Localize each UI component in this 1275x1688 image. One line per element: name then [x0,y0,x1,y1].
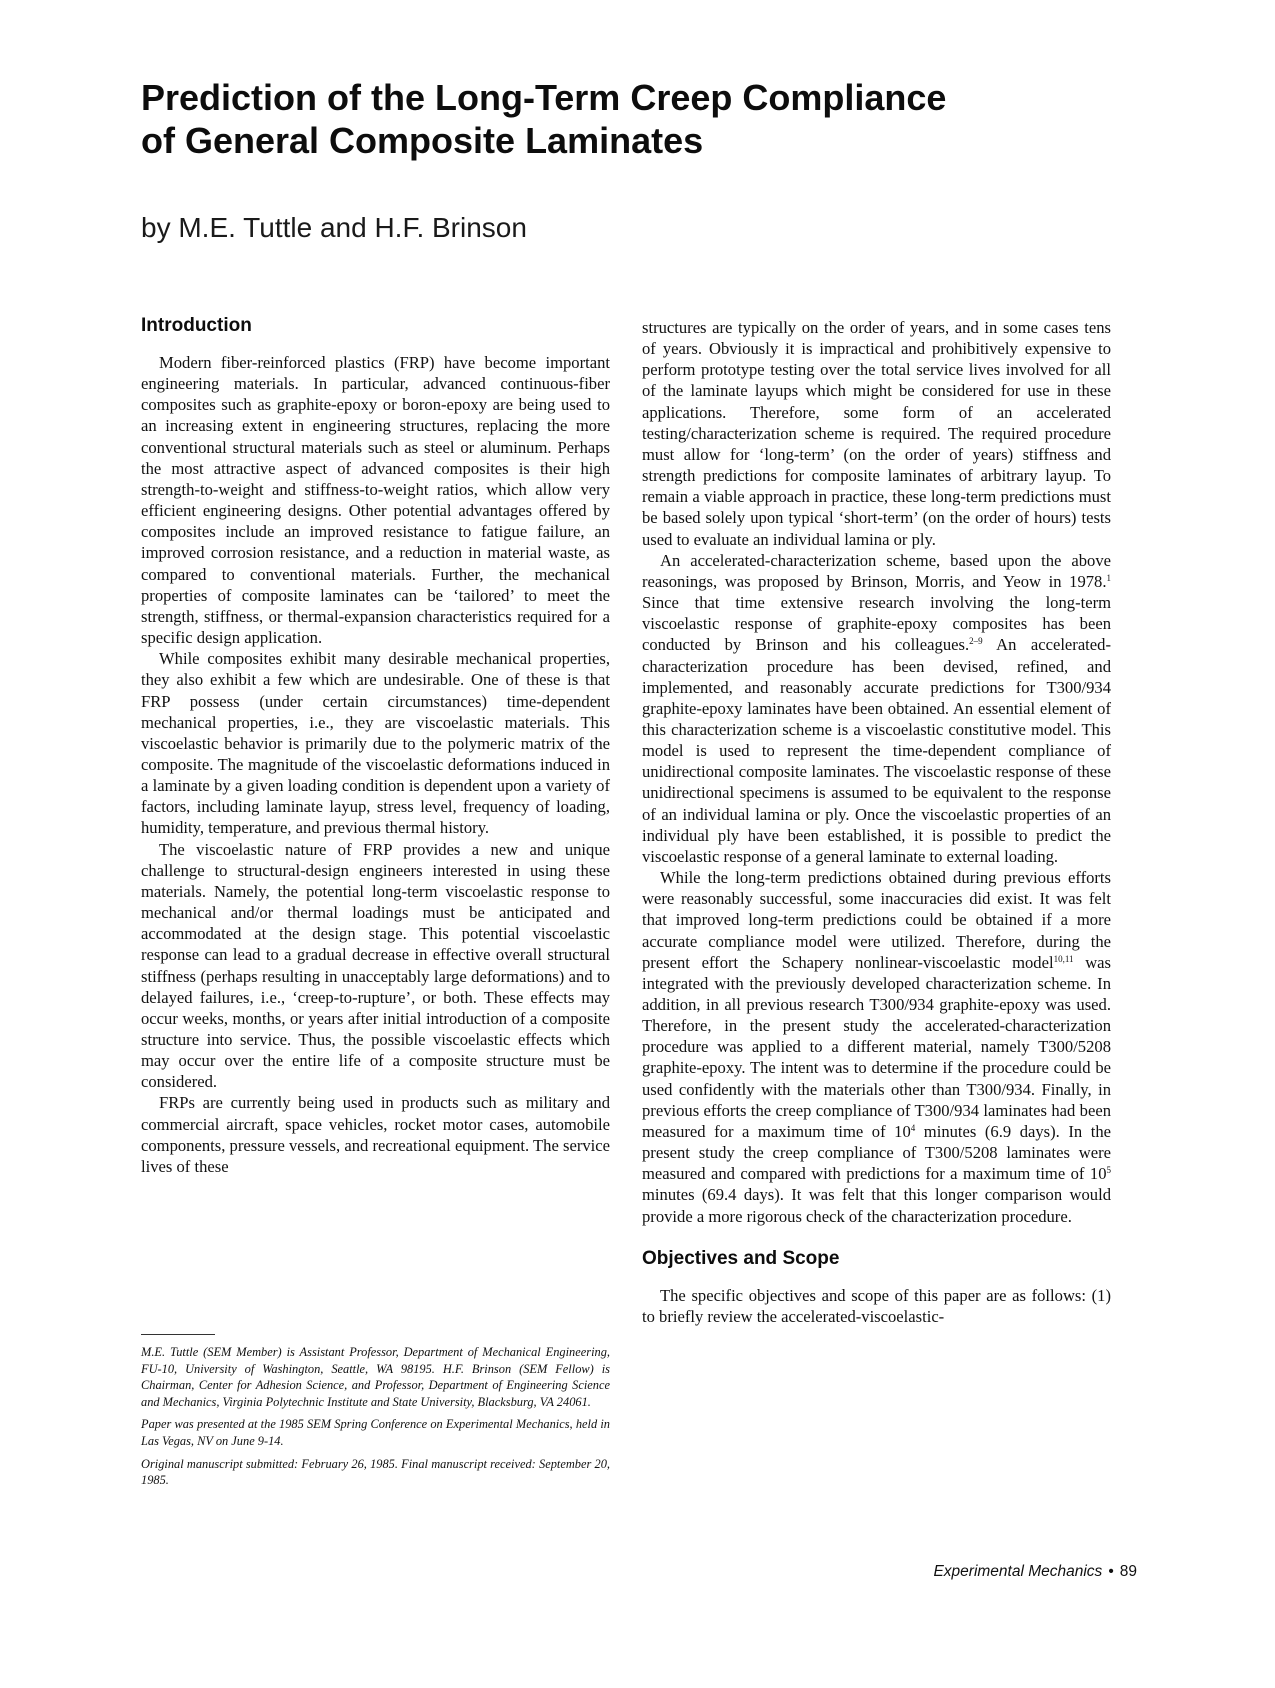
citation-superscript: 2–9 [969,636,983,647]
introduction-paragraph-6 [642,867,1111,1227]
paper-title-line-2: of General Composite Laminates [141,120,704,161]
right-column [642,317,1111,1327]
paper-title-line-1: Prediction of the Long-Term Creep Compliance [141,77,947,118]
paragraph-6-text-c: minutes (6.9 days). In the present study the creep compliance of T300/5208 laminates were measured and compared with predictions for a maximum time of 10 [642,1121,1111,1184]
introduction-paragraph-4-continued: structures are typically on the order of years, and in some cases tens of years. Obviously it is impractical and prohibitively expensive to perform prototype testing over the total service lives involved for all of the laminate layups which might be considered for use in these applications. Therefore, some form of an accelerated testing/characterization scheme is required. The required procedure must allow for ‘long-term’ (on the order of years) stiffness and strength predictions for composite laminates of arbitrary layup. To remain a viable approach in practice, these long-term predictions must be based solely upon typical ‘short-term’ (on the order of hours) tests used to evaluate an individual lamina or ply. [642,318,1111,549]
paragraph-6-text-a: While the long-term predictions obtained during previous efforts were reasonably successful, some inaccuracies did exist. It was felt that improved long-term predictions could be obtained if a more accurate compliance model were utilized. Therefore, during the present effort the Schapery nonlinear-viscoelastic model [642,868,1111,972]
left-column [141,314,610,1177]
introduction-paragraph-5 [642,550,1111,867]
paragraph-6-text-d: minutes (69.4 days). It was felt that this longer comparison would provide a more rigorous check of the characterization procedure. [642,1185,1111,1226]
footnote-manuscript: Original manuscript submitted: February 26, 1985. Final manuscript received: September 20, 1985. [141,1456,610,1488]
author-byline: by M.E. Tuttle and H.F. Brinson [141,212,527,243]
introduction-paragraph-2: While composites exhibit many desirable mechanical properties, they also exhibit a few which are undesirable. One of these is that FRP possess (under certain circumstances) time-dependent mechanical properties, i.e., they are viscoelastic materials. This viscoelastic behavior is primarily due to the polymeric matrix of the composite. The magnitude of the viscoelastic deformations induced in a laminate by a given loading condition is dependent upon a variety of factors, including laminate layup, stress level, frequency of loading, humidity, temperature, and previous thermal history. [141,649,610,838]
page-number: 89 [1119,1563,1137,1580]
objectives-heading: Objectives and Scope [642,1247,840,1269]
running-footer [933,1563,1137,1581]
exponent-superscript: 5 [1106,1165,1111,1176]
footnote-rule [141,1334,215,1335]
paragraph-5-text-a: An accelerated-characterization scheme, based upon the above reasonings, was proposed by Brinson, Morris, and Yeow in 1978. [642,550,1111,591]
paper-title [141,76,1141,162]
paragraph-5-text-b: Since that time extensive research involving the long-term viscoelastic response of graphite-epoxy composites has been conducted by Brinson and his colleagues. [642,593,1111,655]
journal-name: Experimental Mechanics [933,1563,1103,1580]
paragraph-5-text-c: An accelerated-characterization procedure has been devised, refined, and implemented, and reasonably accurate predictions for T300/934 graphite-epoxy laminates have been obtained. An essential element of this characterization scheme is a viscoelastic constitutive model. This model is used to represent the time-dependent compliance of unidirectional composite laminates. The viscoelastic response of these unidirectional specimens is assumed to be equivalent to the response of an individual lamina or ply. Once the viscoelastic properties of an individual ply have been established, it is possible to predict the viscoelastic response of a general laminate to external loading. [642,635,1111,866]
paragraph-6-text-b: was integrated with the previously developed characterization scheme. In addition, in all previous research T300/934 graphite-epoxy was used. Therefore, in the present study the accelerated-characterization procedure was applied to a different material, namely T300/5208 graphite-epoxy. The intent was to determine if the procedure could be used confidently with the materials other than T300/934. Finally, in previous efforts the creep compliance of T300/934 laminates had been measured for a maximum time of 10 [642,952,1111,1141]
footnotes [141,1344,610,1495]
footer-bullet: • [1108,1563,1114,1580]
citation-superscript: 10,11 [1053,953,1074,964]
footnote-affiliations: M.E. Tuttle (SEM Member) is Assistant Professor, Department of Mechanical Engineering, FU-10, University of Washington, Seattle, WA 98195. H.F. Brinson (SEM Fellow) is Chairman, Center for Adhesion Science, and Professor, Department of Engineering Science and Mechanics, Virginia Polytechnic Institute and State University, Blacksburg, VA 24061. [141,1345,610,1409]
footnote-conference: Paper was presented at the 1985 SEM Spring Conference on Experimental Mechanics, held in Las Vegas, NV on June 9-14. [141,1417,610,1448]
introduction-paragraph-4: FRPs are currently being used in products such as military and commercial aircraft, space vehicles, rocket motor cases, automobile components, pressure vessels, and recreational equipment. The service lives of these [141,1093,610,1176]
introduction-heading: Introduction [141,315,252,336]
exponent-superscript: 4 [910,1122,916,1133]
introduction-paragraph-1: Modern fiber-reinforced plastics (FRP) have become important engineering materials. In particular, advanced continuous-fiber composites such as graphite-epoxy or boron-epoxy are being used to an increasing extent in engineering structures, replacing the more conventional structural materials such as steel or aluminum. Perhaps the most attractive aspect of advanced composites is their high strength-to-weight and stiffness-to-weight ratios, which allow very efficient engineering designs. Other potential advantages offered by composites include an improved resistance to fatigue failure, an improved corrosion resistance, and a reduction in material waste, as compared to conventional materials. Further, the mechanical properties of composite laminates can be ‘tailored’ to meet the strength, stiffness, or thermal-expansion characteristics required for a specific design application. [141,353,610,648]
citation-superscript: 1 [1106,572,1111,583]
introduction-paragraph-3: The viscoelastic nature of FRP provides a new and unique challenge to structural-design engineers interested in using these materials. Namely, the potential long-term viscoelastic response to mechanical and/or thermal loadings must be anticipated and accommodated at the design stage. This potential viscoelastic response can lead to a gradual decrease in effective overall structural stiffness (perhaps resulting in unacceptably large deformations) and to delayed failures, i.e., ‘creep-to-rupture’, or both. These effects may occur weeks, months, or years after initial introduction of a composite structure into service. Thus, the possible viscoelastic effects which may occur over the entire life of a composite structure must be considered. [141,839,610,1092]
objectives-paragraph-1: The specific objectives and scope of this paper are as follows: (1) to briefly review the accelerated-viscoelastic- [642,1285,1111,1326]
